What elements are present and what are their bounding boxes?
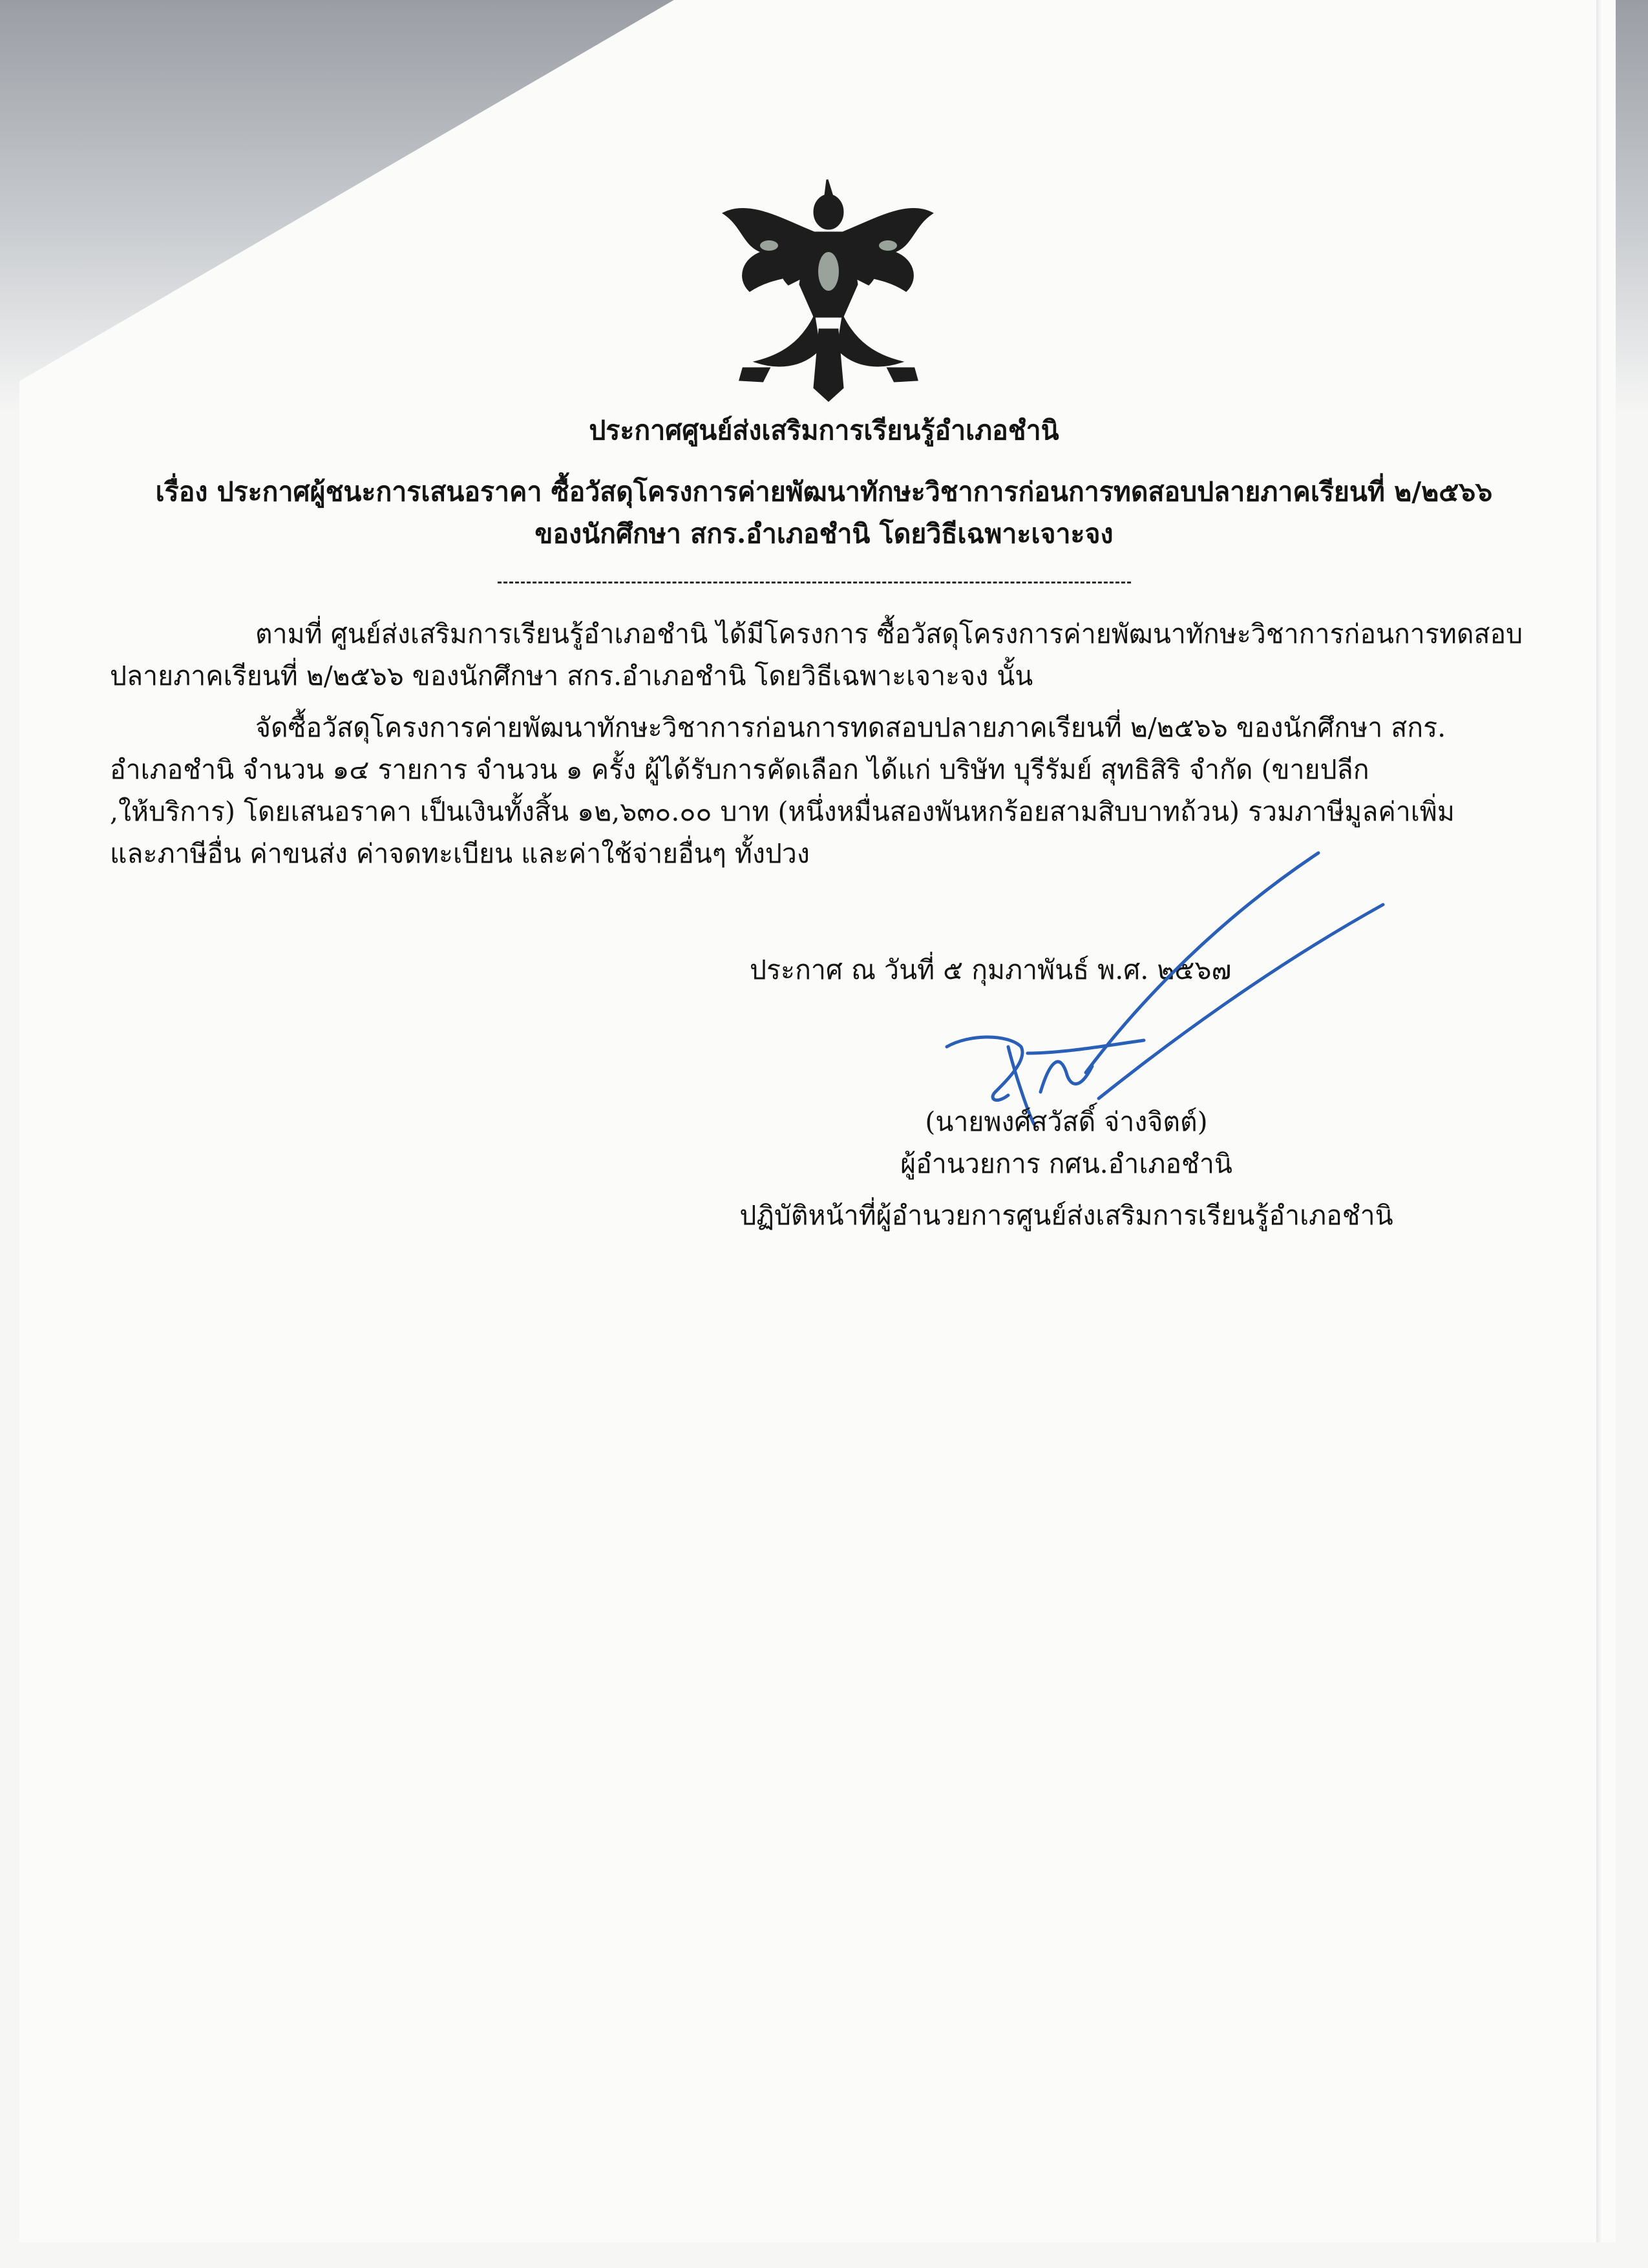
signatory-position: ผู้อำนวยการ กศน.อำเภอชำนิ (900, 1148, 1232, 1179)
paragraph-1-line-1: ตามที่ ศูนย์ส่งเสริมการเรียนรู้อำเภอชำนิ ได้มีโครงการ ซื้อวัสดุโครงการค่ายพัฒนาทักษะวิชาการก่อนการทดสอบ (255, 618, 1523, 649)
paragraph-2-line-4: และภาษีอื่น ค่าขนส่ง ค่าจดทะเบียน และค่าใช้จ่ายอื่นๆ ทั้งปวง (110, 838, 810, 869)
header-divider (498, 582, 1131, 583)
signatory-name: (นายพงศ์สวัสดิ์ จ่างจิตต์) (925, 1106, 1208, 1137)
paragraph-2-line-1: จัดซื้อวัสดุโครงการค่ายพัฒนาทักษะวิชาการก่อนการทดสอบปลายภาคเรียนที่ ๒/๒๕๖๖ ของนักศึกษา สกร. (255, 712, 1446, 743)
subject-line: เรื่อง ประกาศผู้ชนะการเสนอราคา ซื้อวัสดุโครงการค่ายพัฒนาทักษะวิชาการก่อนการทดสอบปลายภาคเรียนที่ ๒/๒๕๖๖ (155, 476, 1493, 507)
handwritten-signature (931, 840, 1422, 1150)
paper-edge (1596, 0, 1603, 2242)
garuda-emblem-icon (704, 174, 950, 407)
paragraph-2-line-3: ,ให้บริการ) โดยเสนอราคา เป็นเงินทั้งสิ้น ๑๒,๖๓๐.๐๐ บาท (หนึ่งหมื่นสองพันหกร้อยสามสิบบาทถ้วน) รวมภาษีมูลค่าเพิ่ม (110, 796, 1455, 827)
signatory-acting-position: ปฏิบัติหน้าที่ผู้อำนวยการศูนย์ส่งเสริมการเรียนรู้อำเภอชำนิ (739, 1200, 1393, 1231)
paragraph-1-line-2: ปลายภาคเรียนที่ ๒/๒๕๖๖ ของนักศึกษา สกร.อำเภอชำนิ โดยวิธีเฉพาะเจาะจง นั้น (110, 660, 1033, 691)
subject-line-continued: ของนักศึกษา สกร.อำเภอชำนิ โดยวิธีเฉพาะเจาะจง (534, 518, 1114, 549)
announcement-date: ประกาศ ณ วันที่ ๕ กุมภาพันธ์ พ.ศ. ๒๕๖๗ (750, 954, 1232, 985)
paragraph-2-line-2: อำเภอชำนิ จำนวน ๑๔ รายการ จำนวน ๑ ครั้ง ผู้ได้รับการคัดเลือก ได้แก่ บริษัท บุรีรัมย์ สุทธิสิริ จำกัด (ขายปลีก (110, 754, 1369, 785)
announcement-title: ประกาศศูนย์ส่งเสริมการเรียนรู้อำเภอชำนิ (589, 415, 1059, 446)
